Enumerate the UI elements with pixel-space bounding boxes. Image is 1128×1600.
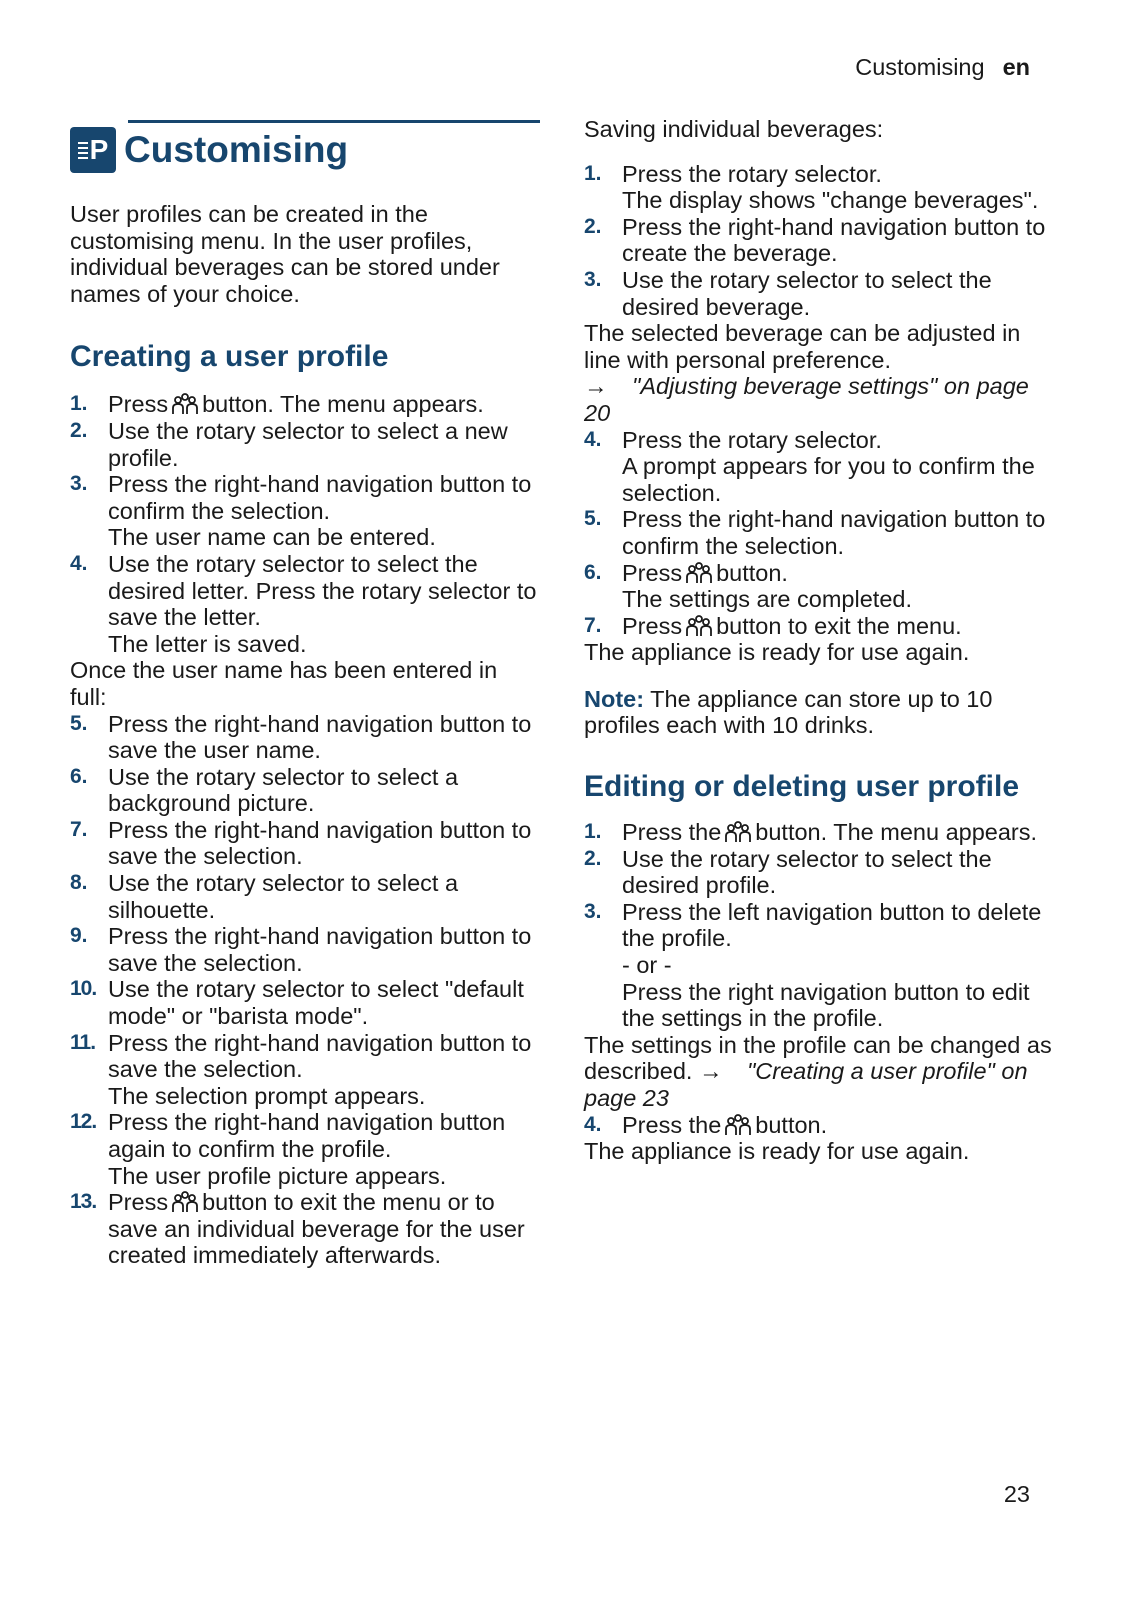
step-create-5: 5. Press the right-hand navigation button to save the user name. [70, 710, 532, 764]
step-edit-4: 4. Press the button. [584, 1111, 828, 1138]
saving-lead: Saving individual beverages: [584, 116, 884, 142]
step-edit-1: 1. Press the button. The menu appears. [584, 819, 1038, 846]
step-save-7: 7. Press button to exit the menu. [584, 612, 962, 639]
note [584, 686, 1054, 739]
step-create-12: 12. Press the right-hand navigation button again to confirm the profile. [70, 1109, 506, 1162]
step-save-4: 4. Press the rotary selector. [584, 426, 882, 453]
step-result: The display shows "change beverages". [622, 187, 1039, 214]
title-rule [128, 120, 540, 123]
user-profile-icon [725, 821, 751, 843]
step-save-2: 2. Press the right-hand navigation button to create the beverage. [584, 213, 1046, 267]
user-profile-icon [686, 615, 712, 637]
step-edit-3: 3. Press the left navigation button to delete the profile. [584, 898, 1042, 952]
cross-reference-link[interactable]: → "Creating a user profile" on page 23 [584, 1058, 1028, 1111]
step-create-3: 3. Press the right-hand navigation button to confirm the selection. [70, 471, 532, 524]
step-result: The user name can be entered. [108, 524, 436, 551]
step-alternative: Press the right navigation button to edit the settings in the profile. [622, 978, 1030, 1032]
running-header [855, 54, 1030, 81]
step-create-13: 13. Press button to exit the menu or to save an individual beverage for the user created immediately afterwards. [70, 1189, 525, 1269]
step-create-7: 7. Press the right-hand navigation button to save the selection. [70, 816, 532, 870]
chapter-header [70, 127, 540, 173]
step-save-1: 1. Press the rotary selector. [584, 160, 882, 187]
header-lang: en [1002, 54, 1030, 80]
arrow-right-icon: → [698, 1058, 723, 1085]
step-save-3: 3. Use the rotary selector to select the desired beverage. [584, 266, 992, 320]
adjust-text: The selected beverage can be adjusted in line with personal preference. [584, 320, 1021, 373]
chapter-title: Customising [124, 129, 349, 170]
step-save-6: 6. Press button. [584, 559, 788, 586]
step-result: A prompt appears for you to confirm the selection. [622, 453, 1035, 506]
step-create-11: 11. Press the right-hand navigation button to save the selection. [70, 1029, 532, 1083]
step-save-5: 5. Press the right-hand navigation button to confirm the selection. [584, 506, 1046, 559]
ready-text: The appliance is ready for use again. [584, 639, 970, 666]
or-separator: - or - [622, 952, 672, 979]
interim-text: Once the user name has been entered in full: [70, 657, 498, 710]
chapter-icon: P [70, 127, 116, 173]
header-section: Customising [855, 54, 985, 80]
heading-editing-profile: Editing or deleting user profile [584, 770, 1020, 804]
left-column [70, 120, 540, 1269]
step-create-4: 4. Use the rotary selector to select the desired letter. Press the rotary selector to save the letter. [70, 550, 537, 631]
cross-reference-link[interactable]: → "Adjusting beverage settings" on page 20 [584, 373, 1029, 426]
heading-creating-profile: Creating a user profile [70, 340, 389, 374]
step-result: The selection prompt appears. [108, 1082, 426, 1109]
step-create-1: 1. Press button. The menu appears. [70, 391, 484, 418]
step-result: The letter is saved. [108, 630, 307, 657]
ready-text: The appliance is ready for use again. [584, 1138, 970, 1165]
user-profile-icon [686, 562, 712, 584]
user-profile-icon [725, 1114, 751, 1136]
step-create-2: 2. Use the rotary selector to select a new profile. [70, 417, 508, 471]
step-create-9: 9. Press the right-hand navigation button to save the selection. [70, 923, 532, 976]
note-text: The appliance can store up to 10 profiles each with 10 drinks. [584, 685, 993, 739]
user-profile-icon [172, 393, 198, 415]
note-label: Note: [584, 685, 645, 712]
intro-paragraph: User profiles can be created in the customising menu. In the user profiles, individual beverages can be stored under names of your choice. [70, 201, 500, 307]
step-result: The settings are completed. [622, 586, 912, 613]
step-create-10: 10. Use the rotary selector to select "default mode" or "barista mode". [70, 976, 524, 1030]
page-number: 23 [1003, 1481, 1030, 1508]
step-edit-2: 2. Use the rotary selector to select the desired profile. [584, 845, 992, 899]
user-profile-icon [172, 1191, 198, 1213]
step-result: The user profile picture appears. [108, 1162, 447, 1189]
arrow-right-icon: → [584, 373, 608, 400]
step-create-8: 8. Use the rotary selector to select a silhouette. [70, 870, 459, 923]
right-column [584, 116, 1054, 1165]
step-create-6: 6. Use the rotary selector to select a background picture. [70, 763, 459, 817]
changed-text: The settings in the profile can be changed as described. → "Creating a user profile" on page 23 [584, 1031, 1052, 1111]
